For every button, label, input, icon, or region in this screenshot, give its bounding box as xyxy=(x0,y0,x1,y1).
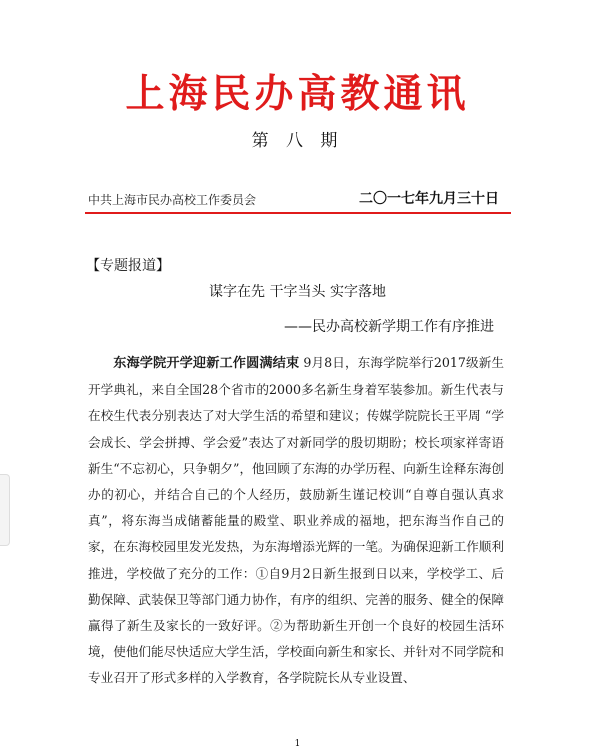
article-title: 谋字在先 干字当头 实字落地 xyxy=(209,284,386,300)
header-divider xyxy=(85,212,511,214)
article-text: 9月8日，东海学院举行2017级新生开学典礼，来自全国28个省市的2000多名新生身着军装参加。新生代表与在校生代表分别表达了对大学生活的希望和建议；传媒学院院长王平周 “学会成长、学会拼搏、学会爱”表达了对新同学的殷切期盼；校长项家祥寄语新生“不忘初心，只争朝夕”，他回顾了东海的办学历程、向新生诠释东海创办的初心，并结合自己的个人经历，鼓励新生谨记校训“自尊自强认真求真”，将东海当成储蓄能量的殿堂、职业养成的福地，把东海当作自己的家，在东海校园里发光发热，为东海增添光辉的一笔。为确保迎新工作顺利推进，学校做了充分的工作：①自9月2日新生报到日以来，学校学工、后勤保障、武装保卫等部门通力协作，有序的组织、完善的服务、健全的保障赢得了新生及家长的一致好评。②为帮助新生开创一个良好的校园生活环境，使他们能尽快适应大学生活，学校面向新生和家长、并针对不同学院和专业召开了形式多样的入学教育，各学院院长从专业设置、 xyxy=(88,355,504,686)
publication-date: 二〇一七年九月三十日 xyxy=(359,191,499,207)
article-subtitle: ——民办高校新学期工作有序推进 xyxy=(284,319,494,335)
article-body xyxy=(88,350,504,692)
side-panel-handle[interactable] xyxy=(0,474,10,546)
article-lead: 东海学院开学迎新工作圆满结束 xyxy=(113,356,300,371)
issue-number: 第 八 期 xyxy=(251,131,344,151)
section-label: 【专题报道】 xyxy=(86,258,170,274)
publisher-organization: 中共上海市民办高校工作委员会 xyxy=(88,193,257,207)
page-number: 1 xyxy=(294,739,301,749)
newsletter-masthead: 上海民办高教通讯 xyxy=(125,72,470,117)
